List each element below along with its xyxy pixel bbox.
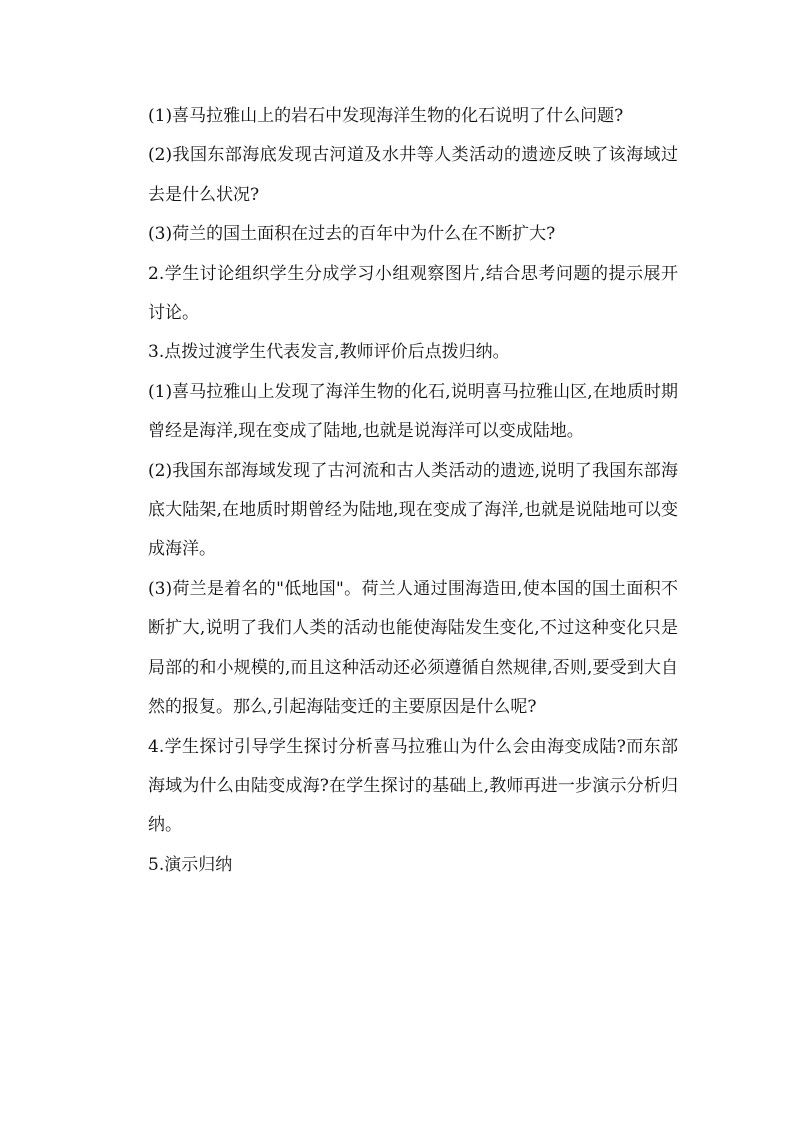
paragraph-question-2: (2)我国东部海底发现古河道及水井等人类活动的遗迹反映了该海域过去是什么状况? — [148, 145, 678, 205]
paragraph-question-1: (1)喜马拉雅山上的岩石中发现海洋生物的化石说明了什么问题? — [148, 106, 624, 126]
paragraph-step-4-exploration: 4.学生探讨引导学生探讨分析喜马拉雅山为什么会由海变成陆?而东部海域为什么由陆变成海?在学生探讨的基础上,教师再进一步演示分析归纳。 — [148, 736, 678, 836]
document-body — [148, 97, 678, 885]
paragraph-step-3-guidance: 3.点拨过渡学生代表发言,教师评价后点拨归纳。 — [148, 342, 510, 363]
paragraph-question-3: (3)荷兰的国土面积在过去的百年中为什么在不断扩大? — [148, 224, 556, 245]
paragraph-answer-2: (2)我国东部海域发现了古河流和古人类活动的遗迹,说明了我国东部海底大陆架,在地质时期曾经为陆地,现在变成了海洋,也就是说陆地可以变成海洋。 — [148, 460, 678, 560]
paragraph-step-5-demonstration: 5.演示归纳 — [148, 854, 233, 875]
paragraph-answer-3: (3)荷兰是着名的"低地国"。荷兰人通过围海造田,使本国的国土面积不断扩大,说明了我们人类的活动也能使海陆发生变化,不过这种变化只是局部的和小规模的,而且这种活动还必须遵循自然规律,否则,要受到大自然的报复。那么,引起海陆变迁的主要原因是什么呢? — [148, 578, 678, 718]
paragraph-answer-1: (1)喜马拉雅山上发现了海洋生物的化石,说明喜马拉雅山区,在地质时期曾经是海洋,现在变成了陆地,也就是说海洋可以变成陆地。 — [148, 381, 678, 442]
paragraph-step-2-discussion: 2.学生讨论组织学生分成学习小组观察图片,结合思考问题的提示展开讨论。 — [148, 263, 678, 324]
